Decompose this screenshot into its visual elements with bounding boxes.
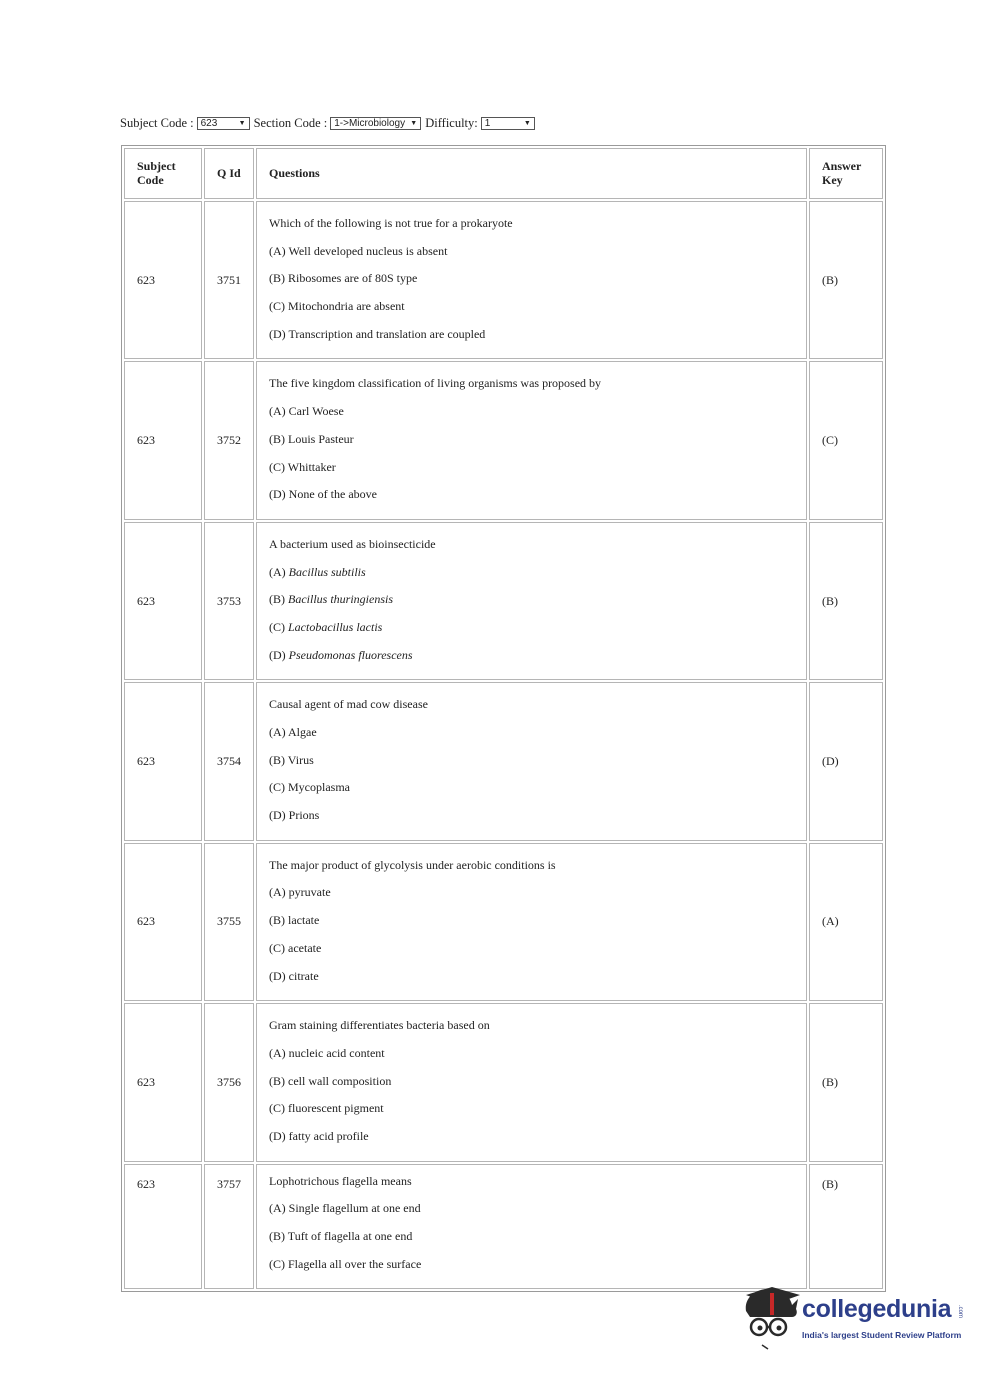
option-label: (B) — [269, 431, 285, 446]
section-code-value: 1->Microbiology — [334, 118, 406, 129]
answer-key-cell: (C) — [809, 361, 883, 519]
header-questions: Questions — [256, 148, 807, 199]
option-line — [269, 879, 794, 907]
option-text: nucleic acid content — [288, 1045, 385, 1060]
option-label: (C) — [269, 619, 285, 634]
option-text: Pseudomonas fluorescens — [288, 647, 413, 662]
option-label: (C) — [269, 459, 285, 474]
difficulty-select[interactable] — [481, 117, 535, 130]
option-text: Mitochondria are absent — [288, 299, 405, 314]
header-answer-key-line1: Answer — [822, 158, 862, 173]
option-label: (C) — [269, 940, 285, 955]
subject-code-cell: 623 — [124, 522, 202, 680]
option-label: (B) — [269, 913, 285, 928]
option-line — [269, 1195, 794, 1223]
option-line — [269, 1095, 794, 1123]
option-label: (B) — [269, 1073, 285, 1088]
header-answer-key-line2: Key — [822, 172, 843, 187]
table-body — [124, 201, 883, 1289]
subject-code-cell: 623 — [124, 682, 202, 840]
answer-key-cell: (B) — [809, 201, 883, 359]
option-line — [269, 1251, 794, 1279]
option-line — [269, 935, 794, 963]
option-line — [269, 454, 794, 482]
option-line — [269, 747, 794, 775]
option-label: (D) — [269, 487, 286, 502]
section-code-label: Section Code : — [253, 116, 328, 130]
option-label: (D) — [269, 326, 286, 341]
option-text: Carl Woese — [288, 404, 344, 419]
question-text: A bacterium used as bioinsecticide — [269, 536, 436, 551]
question-text: The major product of glycolysis under aerobic conditions is — [269, 857, 556, 872]
option-line — [269, 719, 794, 747]
question-cell — [256, 522, 807, 680]
option-text: Whittaker — [287, 459, 336, 474]
table-row — [124, 1164, 883, 1290]
table-header-row — [124, 148, 883, 199]
option-text: Mycoplasma — [288, 780, 350, 795]
option-label: (D) — [269, 808, 286, 823]
mascot-icon — [742, 1283, 802, 1353]
question-text: Causal agent of mad cow disease — [269, 697, 428, 712]
option-text: Ribosomes are of 80S type — [288, 271, 418, 286]
dropdown-arrow-icon: ▼ — [238, 120, 246, 127]
answer-key-cell: (A) — [809, 843, 883, 1001]
answer-key-cell: (B) — [809, 1003, 883, 1161]
option-label: (D) — [269, 647, 286, 662]
option-label: (B) — [269, 752, 285, 767]
dropdown-arrow-icon: ▼ — [523, 120, 531, 127]
option-line — [269, 265, 794, 293]
option-text: Bacillus subtilis — [288, 564, 366, 579]
question-text: Gram staining differentiates bacteria based on — [269, 1018, 490, 1033]
question-cell — [256, 1003, 807, 1161]
section-code-select[interactable] — [330, 117, 421, 130]
qid-cell: 3756 — [204, 1003, 254, 1161]
option-label: (A) — [269, 725, 286, 739]
option-text: fatty acid profile — [288, 1128, 369, 1143]
header-subject-code-line1: Subject — [137, 158, 176, 173]
option-text: Well developed nucleus is absent — [288, 243, 448, 258]
option-line — [269, 802, 794, 830]
option-text: Prions — [288, 808, 320, 823]
option-line — [269, 963, 794, 991]
qid-cell: 3751 — [204, 201, 254, 359]
question-text: Which of the following is not true for a prokaryote — [269, 216, 513, 230]
header-subject-code — [124, 148, 202, 199]
question-text: The five kingdom classification of living organisms was proposed by — [269, 376, 602, 391]
header-answer-key — [809, 148, 883, 199]
header-qid: Q Id — [204, 148, 254, 199]
option-text: Bacillus thuringiensis — [288, 592, 393, 607]
qid-cell: 3752 — [204, 361, 254, 519]
subject-code-select[interactable] — [197, 117, 250, 130]
option-line — [269, 907, 794, 935]
qid-cell: 3754 — [204, 682, 254, 840]
question-table — [121, 145, 886, 1292]
table-row — [124, 682, 883, 840]
option-line — [269, 426, 794, 454]
option-text: Louis Pasteur — [288, 431, 354, 446]
question-cell — [256, 1164, 807, 1290]
option-label: (A) — [269, 885, 286, 900]
option-line — [269, 586, 794, 614]
qid-cell: 3757 — [204, 1164, 254, 1290]
option-text: Tuft of flagella at one end — [287, 1229, 413, 1243]
collegedunia-logo — [742, 1283, 972, 1353]
option-label: (B) — [269, 592, 285, 607]
option-line — [269, 1123, 794, 1151]
subject-code-cell: 623 — [124, 843, 202, 1001]
subject-code-cell: 623 — [124, 201, 202, 359]
option-label: (A) — [269, 404, 286, 419]
option-text: Flagella all over the surface — [288, 1256, 422, 1271]
subject-code-label: Subject Code : — [120, 116, 194, 130]
option-text: cell wall composition — [288, 1073, 392, 1088]
option-line — [269, 559, 794, 587]
option-line — [269, 1223, 794, 1251]
option-text: None of the above — [288, 487, 377, 502]
option-line — [269, 614, 794, 642]
table-row — [124, 201, 883, 359]
option-label: (A) — [269, 1201, 286, 1216]
option-line — [269, 774, 794, 802]
logo-tagline: India's largest Student Review Platform — [802, 1330, 962, 1340]
option-line — [269, 1068, 794, 1096]
answer-key-cell: (B) — [809, 1164, 883, 1290]
option-text: fluorescent pigment — [288, 1101, 384, 1116]
logo-wordmark: collegedunia — [802, 1295, 952, 1323]
option-line — [269, 481, 794, 509]
option-label: (D) — [269, 968, 286, 983]
option-line — [269, 238, 794, 266]
option-text: citrate — [288, 968, 319, 983]
question-cell — [256, 682, 807, 840]
option-text: Virus — [287, 752, 314, 767]
table-row — [124, 843, 883, 1001]
subject-code-cell: 623 — [124, 1003, 202, 1161]
option-label: (B) — [269, 1229, 285, 1243]
table-row — [124, 522, 883, 680]
option-text: Transcription and translation are coupled — [288, 326, 486, 341]
option-label: (A) — [269, 1045, 286, 1060]
filter-bar — [120, 116, 539, 131]
option-label: (B) — [269, 271, 285, 286]
subject-code-cell: 623 — [124, 361, 202, 519]
question-cell — [256, 843, 807, 1001]
option-label: (C) — [269, 1256, 285, 1271]
option-label: (A) — [269, 564, 286, 579]
option-label: (C) — [269, 1101, 285, 1116]
difficulty-label: Difficulty: — [425, 116, 478, 130]
option-line — [269, 1040, 794, 1068]
subject-code-cell: 623 — [124, 1164, 202, 1290]
option-label: (C) — [269, 299, 285, 314]
question-cell — [256, 201, 807, 359]
question-text: Lophotrichous flagella means — [269, 1173, 412, 1188]
qid-cell: 3755 — [204, 843, 254, 1001]
option-line — [269, 642, 794, 670]
question-cell — [256, 361, 807, 519]
answer-key-cell: (D) — [809, 682, 883, 840]
qid-cell: 3753 — [204, 522, 254, 680]
option-text: Single flagellum at one end — [288, 1201, 421, 1216]
option-line — [269, 293, 794, 321]
option-text: pyruvate — [288, 885, 331, 900]
dropdown-arrow-icon: ▼ — [410, 120, 418, 127]
option-text: lactate — [288, 913, 320, 928]
option-label: (D) — [269, 1128, 286, 1143]
answer-key-cell: (B) — [809, 522, 883, 680]
logo-dotcom: .com — [957, 1305, 963, 1319]
table-row — [124, 361, 883, 519]
table-row — [124, 1003, 883, 1161]
option-text: Lactobacillus lactis — [288, 619, 383, 634]
header-subject-code-line2: Code — [137, 172, 164, 187]
option-label: (A) — [269, 243, 286, 258]
option-label: (C) — [269, 780, 285, 795]
option-line — [269, 398, 794, 426]
option-line — [269, 321, 794, 349]
question-table-container — [121, 145, 886, 1271]
option-text: Algae — [288, 725, 317, 739]
difficulty-value: 1 — [484, 118, 491, 129]
subject-code-value: 623 — [200, 118, 218, 129]
option-text: acetate — [288, 940, 322, 955]
